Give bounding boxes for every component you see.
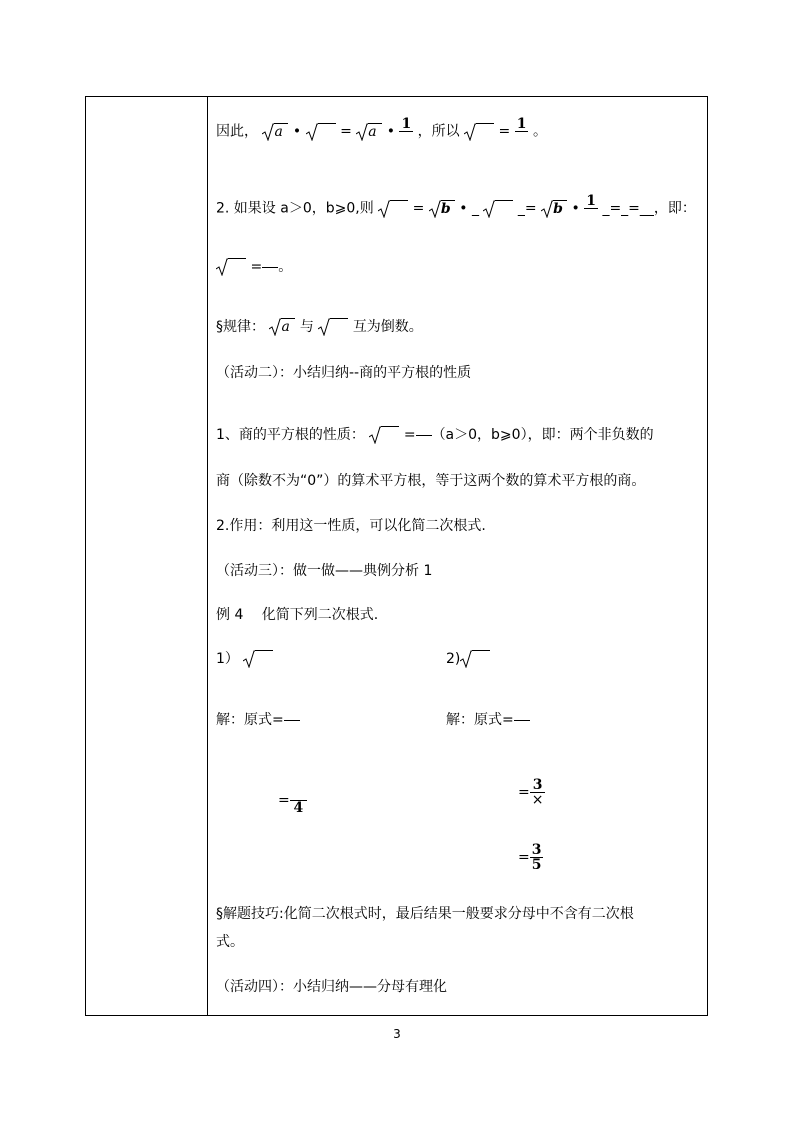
radicand: a bbox=[368, 123, 382, 140]
fraction bbox=[290, 786, 307, 815]
solution-label: 解：原式= bbox=[216, 712, 284, 728]
radicand: b bbox=[441, 200, 455, 217]
solution-1 bbox=[216, 711, 300, 729]
text-segment: 1、商的平方根的性质： bbox=[216, 427, 365, 443]
blank: _= bbox=[517, 200, 537, 217]
sqrt-expression bbox=[262, 123, 288, 141]
solution-1-step bbox=[278, 786, 307, 815]
problem-label: 1） bbox=[216, 651, 239, 667]
sqrt-expression bbox=[269, 318, 295, 336]
tip-line-2: 式。 bbox=[216, 934, 244, 950]
text-segment: 。 bbox=[532, 123, 547, 140]
fraction-bar bbox=[416, 435, 432, 436]
example-title: 例 4 化简下列二次根式. bbox=[216, 607, 379, 623]
equals-sign: = bbox=[278, 792, 290, 809]
page-number: 3 bbox=[393, 1027, 401, 1041]
equals-sign: = bbox=[518, 849, 530, 866]
tip-line-1: §解题技巧:化简二次根式时，最后结果一般要求分母中不含有二次根 bbox=[216, 906, 634, 922]
fraction bbox=[399, 117, 413, 146]
text-segment: ，所以 bbox=[417, 123, 460, 140]
denominator: × bbox=[531, 792, 544, 808]
problem-1 bbox=[216, 650, 273, 668]
fraction bbox=[584, 194, 598, 223]
text-segment: 互为倒数。 bbox=[352, 319, 423, 335]
denominator: 5 bbox=[531, 857, 542, 873]
sqrt-expression bbox=[483, 200, 513, 218]
text-segment: 因此， bbox=[216, 123, 258, 140]
activity-2-heading: （活动二）：小结归纳--商的平方根的性质 bbox=[216, 365, 472, 381]
problem-2 bbox=[446, 650, 490, 668]
numerator: 1 bbox=[401, 116, 412, 132]
numerator: 3 bbox=[531, 842, 542, 858]
activity-4-heading: （活动四）：小结归纳——分母有理化 bbox=[216, 979, 447, 995]
radicand: a bbox=[274, 123, 288, 140]
fraction-bar bbox=[284, 720, 300, 721]
numerator: 1 bbox=[516, 116, 527, 132]
fraction-bar bbox=[262, 267, 278, 268]
sqrt-expression bbox=[378, 200, 408, 218]
fraction-bar bbox=[514, 720, 530, 721]
equals-sign: = bbox=[498, 123, 511, 140]
text-line-3 bbox=[216, 258, 292, 276]
dot-operator: • bbox=[386, 123, 395, 140]
solution-label: 解：原式= bbox=[446, 712, 514, 728]
text-segment: 2. 如果设 a＞0，b⩾0,则 bbox=[216, 200, 374, 217]
text-line-2 bbox=[216, 194, 696, 223]
text-segment: 。 bbox=[278, 259, 293, 275]
fraction bbox=[515, 117, 529, 146]
sqrt-expression bbox=[318, 318, 348, 336]
sqrt-expression bbox=[216, 258, 246, 276]
blank: _ bbox=[471, 200, 479, 217]
property-line-2: 商（除数不为“0”）的算术平方根，等于这两个数的算术平方根的商。 bbox=[216, 473, 646, 489]
equals-sign: = bbox=[250, 259, 263, 275]
text-line-1 bbox=[216, 117, 547, 146]
fraction bbox=[530, 778, 546, 807]
solution-2-step-1 bbox=[518, 778, 545, 807]
equals-sign: = bbox=[403, 427, 416, 443]
text-segment: （a＞0，b⩾0），即：两个非负数的 bbox=[431, 427, 654, 443]
sqrt-expression bbox=[356, 123, 382, 141]
equals-sign: = bbox=[518, 784, 530, 801]
numerator: 1 bbox=[586, 193, 596, 209]
solution-2 bbox=[446, 711, 530, 729]
sqrt-expression bbox=[306, 123, 336, 141]
content-table bbox=[85, 96, 708, 1016]
sqrt-expression bbox=[429, 200, 455, 218]
numerator: 3 bbox=[530, 778, 546, 793]
solution-2-step-2 bbox=[518, 843, 543, 872]
text-segment: 与 bbox=[299, 319, 314, 335]
text-segment: _=_=__，即： bbox=[602, 200, 696, 217]
sqrt-expression bbox=[460, 650, 490, 668]
fraction bbox=[530, 843, 544, 872]
sqrt-expression bbox=[369, 426, 399, 444]
sqrt-expression bbox=[541, 200, 567, 218]
rule-line bbox=[216, 318, 423, 336]
usage-line: 2.作用：利用这一性质，可以化简二次根式. bbox=[216, 518, 486, 534]
activity-3-heading: （活动三）：做一做——典例分析 1 bbox=[216, 563, 433, 579]
denominator: 4 bbox=[293, 800, 304, 816]
text-segment: §规律： bbox=[216, 319, 265, 335]
radicand: a bbox=[281, 318, 295, 335]
dot-operator: • bbox=[459, 200, 468, 217]
equals-sign: = bbox=[412, 200, 425, 217]
dot-operator: • bbox=[571, 200, 580, 217]
table-left-column bbox=[86, 97, 208, 1015]
property-line-1 bbox=[216, 426, 654, 444]
problem-label: 2) bbox=[446, 651, 461, 667]
equals-sign: = bbox=[340, 123, 352, 140]
dot-operator: • bbox=[292, 123, 302, 140]
sqrt-expression bbox=[243, 650, 273, 668]
radicand: b bbox=[553, 200, 567, 217]
sqrt-expression bbox=[464, 123, 494, 141]
